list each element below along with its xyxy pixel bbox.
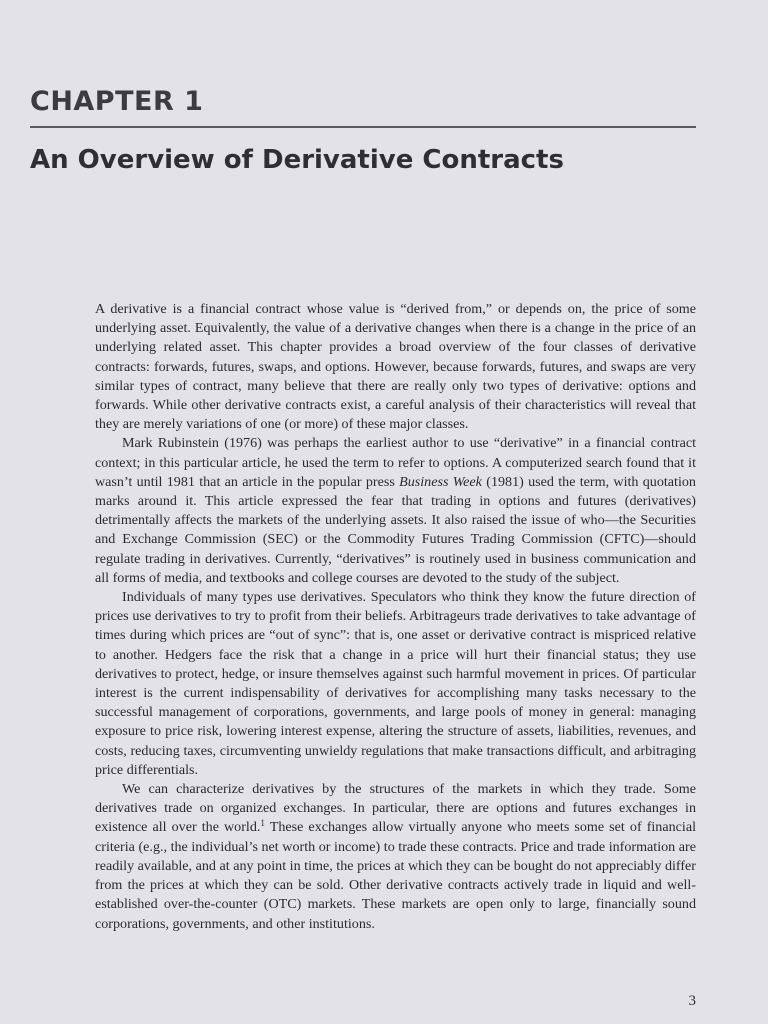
paragraph-4-text-before: We can characterize derivatives by the structures of the markets in which they trade. Some derivatives trade on organized exchanges. In particular, there are options and futures exchanges in existence all over the world. xyxy=(95,781,696,836)
paragraph-3: Individuals of many types use derivatives. Speculators who think they know the future direction of prices use derivatives to try to profit from their beliefs. Arbitrageurs trade derivatives to take advantage of times during which prices are “out of sync”: that is, one asset or derivative contract is mispriced relative to another. Hedgers face the risk that a change in a price will hurt their financial status; they use derivatives to protect, hedge, or insure themselves against such harmful movement in prices. Of particular interest is the current indispensability of derivatives for accomplishing many tasks necessary to the successful management of corporations, governments, and large pools of money in general: managing exposure to price risk, lowering interest expense, altering the structure of assets, liabilities, revenues, and costs, reducing taxes, circumventing unwieldy regulations that make transactions difficult, and arbitraging price differentials. xyxy=(95,589,696,778)
paragraph-2-text-before: Mark Rubinstein (1976) was perhaps the earliest author to use “derivative” in a financial contract context; in this particular article, he used the term to refer to options. A computerized search found that it wasn’t until 1981 that an article in the popular press xyxy=(95,435,696,490)
paragraph-4 xyxy=(95,780,696,934)
paragraph-4-text-after: These exchanges allow virtually anyone who meets some set of financial criteria (e.g., the individual’s net worth or income) to trade these contracts. Price and trade information are readily available, and at any point in time, the prices at which they can be bought do not appreciably differ from the prices at which they can be sold. Other derivative contracts actively trade in liquid and well-established over-the-counter (OTC) markets. These markets are open only to large, financially sound corporations, governments, and other institutions. xyxy=(95,819,696,932)
paragraph-1: A derivative is a financial contract whose value is “derived from,” or depends on, the price of some underlying asset. Equivalently, the value of a derivative changes when there is a change in the price of an underlying related asset. This chapter provides a broad overview of the four classes of derivative contracts: forwards, futures, swaps, and options. However, because forwards, futures, and swaps are very similar types of contract, many believe that there are really only two types of derivative: options and forwards. While other derivative contracts exist, a careful analysis of their characteristics will reveal that they are merely variations of one (or more) of these major classes. xyxy=(95,301,696,433)
page-number: 3 xyxy=(688,993,696,1009)
paragraph-2 xyxy=(95,434,696,588)
body-text xyxy=(95,300,696,934)
chapter-rule xyxy=(30,126,696,128)
chapter-title: An Overview of Derivative Contracts xyxy=(30,145,564,175)
footnote-reference: 1 xyxy=(260,818,265,829)
chapter-label: CHAPTER 1 xyxy=(30,86,204,117)
paragraph-2-text-after: (1981) used the term, with quotation marks around it. This article expressed the fear that trading in options and futures (derivatives) detrimentally affects the markets of the underlying assets. It also raised the issue of who—the Securities and Exchange Commission (SEC) or the Commodity Futures Trading Commission (CFTC)—should regulate trading in derivatives. Currently, “derivatives” is routinely used in business communication and all forms of media, and textbooks and college courses are devoted to the study of the subject. xyxy=(95,473,696,586)
publication-title: Business Week xyxy=(399,473,482,490)
